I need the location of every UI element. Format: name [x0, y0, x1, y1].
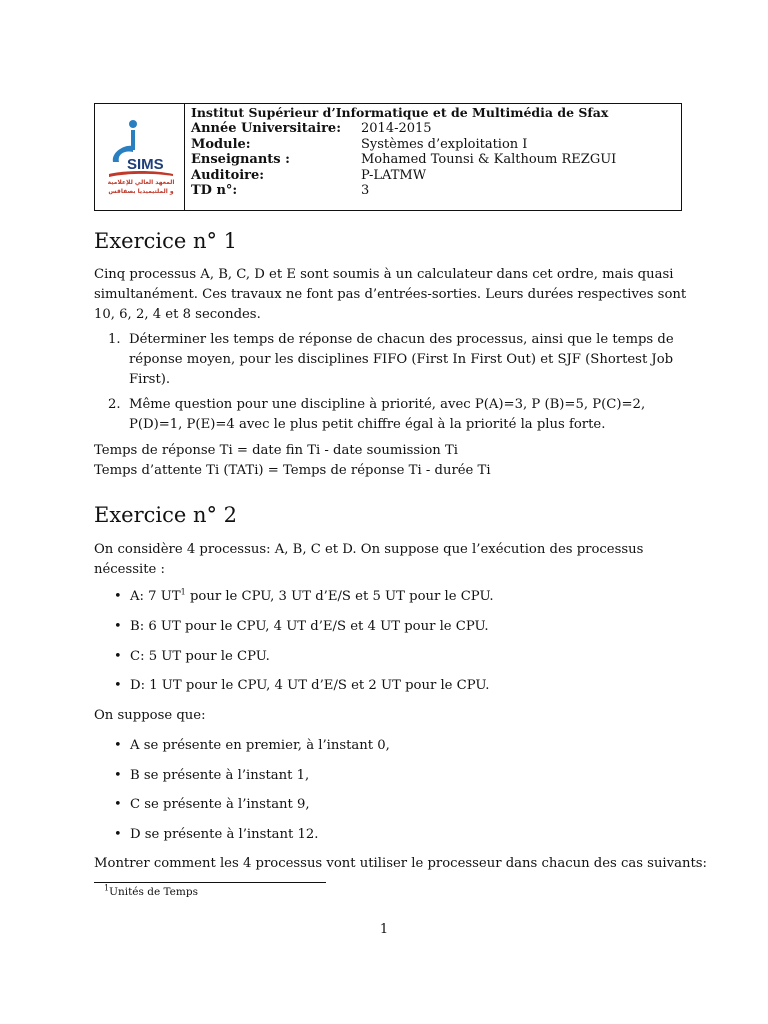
header-row-module	[191, 137, 681, 153]
ex1-intro-line1: Cinq processus A, B, C, D et E sont soumis à un calculateur dans cet ordre, mais quasi	[94, 267, 674, 282]
ex1-q2-text	[129, 395, 676, 435]
need-a-post: pour le CPU, 3 UT d’E/S et 5 UT pour le CPU.	[185, 589, 494, 604]
year-label: Année Universitaire:	[191, 121, 342, 136]
footnote-mark: 1	[104, 883, 110, 893]
need-c-text: C: 5 UT pour le CPU.	[130, 649, 270, 664]
suppose-text: On suppose que:	[94, 708, 206, 723]
exercise-2-title: Exercice n° 2	[94, 503, 238, 527]
ex1-intro-line2: simultanément. Ces travaux ne font pas d’entrées-sorties. Leurs durées respectives sont	[94, 287, 687, 302]
bullet-icon: •	[114, 797, 122, 812]
need-item-d	[114, 676, 490, 696]
td-value: 3	[361, 183, 370, 198]
ex1-q1-text	[129, 330, 676, 390]
logo-arabic-line1: المعهد العالي للإعلامية	[107, 179, 175, 186]
teachers-label: Enseignants :	[191, 152, 290, 167]
header-row-td	[191, 183, 681, 199]
arrival-b-text: B se présente à l’instant 1,	[130, 768, 310, 783]
waiting-time-definition: Temps d’attente Ti (TATi) = Temps de réponse Ti - durée Ti	[94, 463, 491, 478]
footnote	[104, 885, 198, 899]
ex1-q2-number: 2.	[108, 397, 121, 412]
arrival-item-a	[114, 736, 390, 756]
arrival-c-text: C se présente à l’instant 9,	[130, 797, 310, 812]
footnote-divider	[94, 882, 326, 883]
arrival-item-c	[114, 795, 310, 815]
ex1-question-2	[108, 395, 676, 435]
arrival-item-d	[114, 825, 319, 845]
need-d-text: D: 1 UT pour le CPU, 4 UT d’E/S et 2 UT pour le CPU.	[130, 678, 490, 693]
exercise-1-intro	[94, 265, 687, 325]
exercise-2-intro	[94, 540, 676, 580]
header-row-audience	[191, 168, 681, 184]
bullet-icon: •	[114, 827, 122, 842]
ex2-intro-line1: On considère 4 processus: A, B, C et D. On suppose que l’exécution des processus	[94, 542, 644, 557]
ex1-definitions	[94, 441, 676, 481]
module-label: Module:	[191, 136, 251, 152]
teachers-value: Mohamed Tounsi & Kalthoum REZGUI	[361, 152, 617, 167]
ex1-q1-line3: First).	[129, 372, 171, 387]
bullet-icon: •	[114, 619, 122, 634]
ex1-q1-line1: Déterminer les temps de réponse de chacun des processus, ainsi que le temps de	[129, 332, 674, 347]
bullet-icon: •	[114, 768, 122, 783]
bullet-icon: •	[114, 589, 122, 604]
sims-logo	[105, 116, 177, 200]
ex1-q1-number: 1.	[108, 332, 121, 347]
arrival-d-text: D se présente à l’instant 12.	[130, 827, 319, 842]
need-a-pre: A: 7 UT	[130, 589, 181, 604]
arrival-item-b	[114, 766, 309, 786]
exercise-1-title: Exercice n° 1	[94, 229, 238, 253]
ex2-intro-line2: nécessite :	[94, 562, 165, 577]
module-value: Systèmes d’exploitation I	[361, 136, 528, 152]
bullet-icon: •	[114, 738, 122, 753]
need-b-text: B: 6 UT pour le CPU, 4 UT d’E/S et 4 UT pour le CPU.	[130, 619, 489, 634]
header-table	[94, 103, 682, 211]
bullet-icon: •	[114, 649, 122, 664]
ex1-q2-line1: Même question pour une discipline à priorité, avec P(A)=3, P (B)=5, P(C)=2,	[129, 397, 646, 412]
ex1-question-1	[108, 330, 676, 390]
logo-cell	[95, 104, 185, 210]
need-item-a	[114, 587, 494, 607]
year-value: 2014-2015	[361, 121, 432, 136]
logo-arabic-line2: و الملتيميديا بصفاقس	[108, 188, 174, 195]
page-number: 1	[379, 922, 389, 937]
ex1-intro-line3: 10, 6, 2, 4 et 8 secondes.	[94, 307, 261, 322]
header-row-year	[191, 121, 681, 137]
institution-name: Institut Supérieur d’Informatique et de Multimédia de Sfax	[191, 105, 609, 120]
header-row-teachers	[191, 152, 681, 168]
need-item-c	[114, 647, 270, 667]
need-a-text	[130, 587, 494, 607]
response-time-definition: Temps de réponse Ti = date fin Ti - date soumission Ti	[94, 443, 458, 458]
arrival-a-text: A se présente en premier, à l’instant 0,	[130, 738, 390, 753]
audience-value: P-LATMW	[361, 167, 427, 183]
td-label: TD n°:	[191, 183, 238, 198]
logo-text: SIMS	[127, 156, 164, 173]
closing-text: Montrer comment les 4 processus vont utiliser le processeur dans chacun des cas suivants:	[94, 856, 707, 871]
header-info	[185, 104, 681, 210]
ex1-q2-line2: P(D)=1, P(E)=4 avec le plus petit chiffre égal à la priorité la plus forte.	[129, 417, 606, 432]
ex1-q1-line2: réponse moyen, pour les disciplines FIFO (First In First Out) et SJF (Shortest Job	[129, 352, 674, 367]
need-item-b	[114, 617, 489, 637]
audience-label: Auditoire:	[191, 167, 265, 183]
footnote-ref: 1	[180, 587, 186, 597]
footnote-text: Unités de Temps	[109, 886, 198, 898]
bullet-icon: •	[114, 678, 122, 693]
